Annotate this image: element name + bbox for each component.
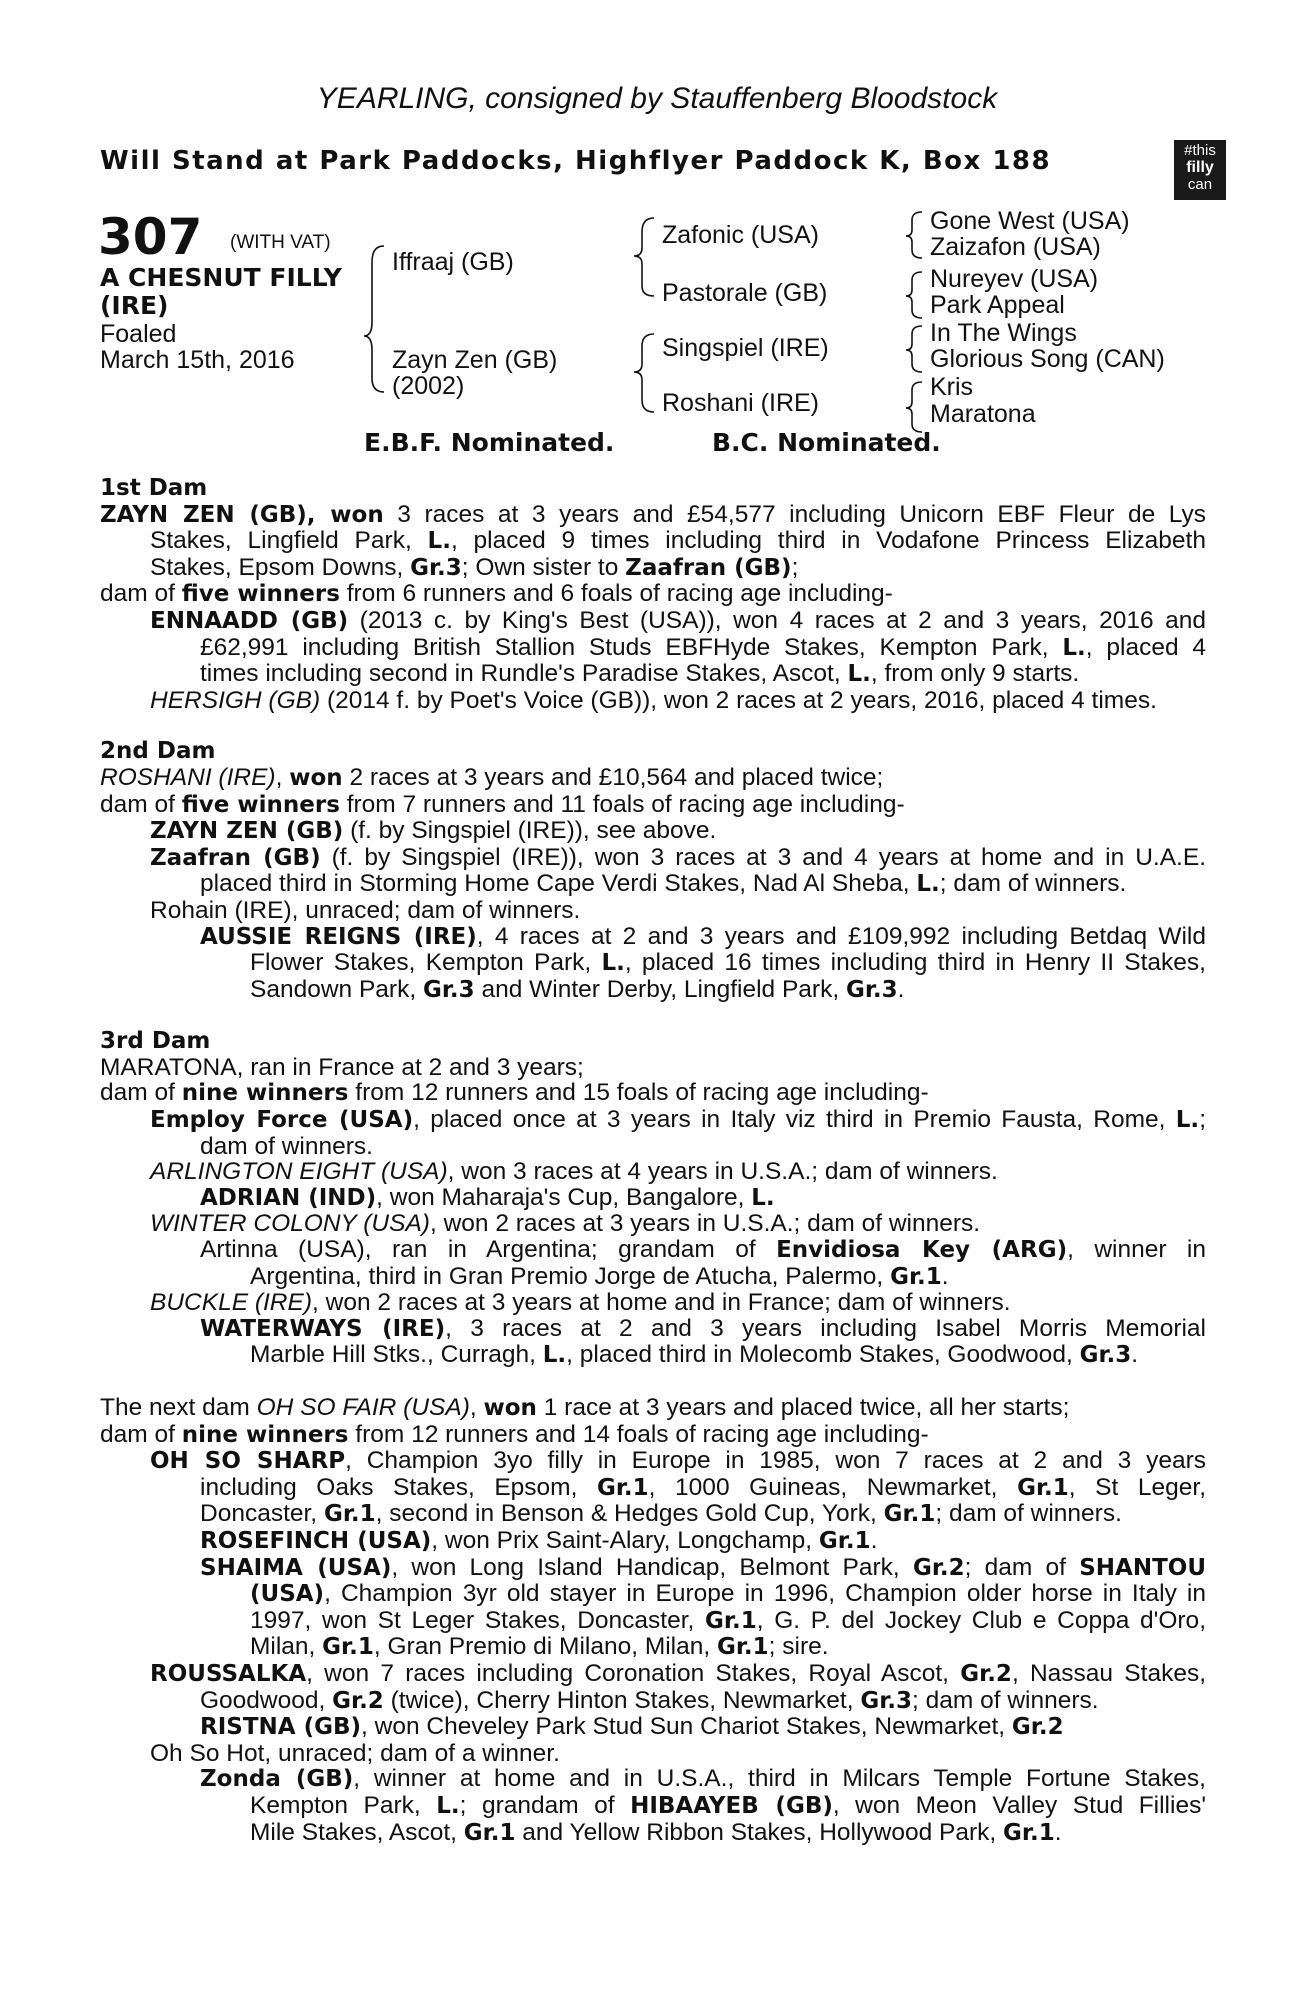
text-run: , won Cheveley Park Stud Sun Chariot Stakes, Newmarket, <box>361 1713 1012 1741</box>
text-run: . <box>941 1262 949 1290</box>
race-grade: Gr.1 <box>322 1634 374 1661</box>
text-run: , won 3 races at 4 years in U.S.A.; dam of winners. <box>447 1158 998 1186</box>
text-run: ; dam of winners. <box>939 870 1127 898</box>
race-grade: Gr.2 <box>332 1687 384 1714</box>
second-dam-section <box>100 739 1206 1003</box>
text-run: dam of winners. <box>200 1132 373 1160</box>
horse-name: (USA) <box>250 1581 325 1608</box>
text-run: Artinna (USA), ran in Argentina; grandam of <box>200 1236 777 1264</box>
text-line <box>100 1290 1206 1316</box>
text-line <box>100 1080 1206 1107</box>
ancestor-8: Maratona <box>930 400 1036 428</box>
foaled-date: March 15th, 2016 <box>100 346 295 374</box>
text-line <box>100 1448 1206 1475</box>
race-grade: Gr.1 <box>705 1607 757 1634</box>
text-run: , Nassau Stakes, <box>1011 1659 1207 1687</box>
horse-name: RISTNA (GB) <box>200 1714 362 1741</box>
dam-sire: Singspiel (IRE) <box>662 334 829 362</box>
text-run: from 7 runners and 11 foals of racing age including- <box>339 790 905 818</box>
text-line <box>100 581 1206 608</box>
text-run: (twice), Cherry Hinton Stakes, Newmarket, <box>383 1686 861 1714</box>
text-run: , placed 4 <box>1085 633 1206 661</box>
text-run: , 1000 Guineas, Newmarket, <box>648 1473 1018 1501</box>
text-line <box>100 950 1206 977</box>
text-line <box>100 1634 1206 1661</box>
text-run: Sandown Park, <box>250 975 423 1003</box>
text-run: , won 2 races at 3 years in U.S.A.; dam of winners. <box>429 1210 981 1238</box>
race-grade: L. <box>1175 1107 1200 1134</box>
text-run: ; grandam of <box>459 1791 631 1819</box>
sire-sire: Zafonic (USA) <box>662 221 819 249</box>
text-line <box>100 1395 1206 1422</box>
text-line <box>100 1766 1206 1793</box>
text-line <box>100 635 1206 662</box>
text-run: , <box>469 1394 484 1421</box>
bc-nominated: B.C. Nominated. <box>712 428 941 457</box>
text-run: Mile Stakes, Ascot, <box>250 1818 464 1846</box>
text-line <box>100 792 1206 819</box>
text-line <box>100 845 1206 872</box>
text-line <box>100 1555 1206 1582</box>
section-heading: 3rd Dam <box>100 1028 211 1055</box>
text-line <box>100 1055 1206 1081</box>
text-line <box>100 1661 1206 1688</box>
race-grade: Gr.3 <box>410 554 462 581</box>
winners-count: five winners <box>181 581 340 608</box>
text-run: , won 2 races at 3 years at home and in France; dam of winners. <box>312 1289 1011 1317</box>
text-line <box>100 1528 1206 1555</box>
text-run: , Gran Premio di Milano, Milan, <box>373 1633 717 1661</box>
race-grade: Gr.1 <box>323 1501 376 1528</box>
text-run: , second in Benson & Hedges Gold Cup, York, <box>375 1500 884 1528</box>
sire-name: Iffraaj (GB) <box>392 248 514 276</box>
text-run: ; dam of winners. <box>935 1500 1122 1528</box>
badge-line: filly <box>1186 159 1214 176</box>
text-run: ; dam of winners. <box>912 1686 1099 1714</box>
text-line <box>100 688 1206 714</box>
text-line <box>100 1159 1206 1185</box>
race-grade: L. <box>751 1184 775 1211</box>
horse-name: SHANTOU <box>1079 1554 1206 1581</box>
race-grade: Gr.3 <box>845 976 898 1003</box>
text-run: 3 races at 3 years and £54,577 including Unicorn EBF Fleur de Lys <box>383 500 1207 528</box>
text-run: , 4 races at 2 and 3 years and £109,992 including Betdaq Wild <box>476 922 1207 950</box>
stand-location: Will Stand at Park Paddocks, Highflyer Paddock K, Box 188 <box>100 146 1052 176</box>
sire-dam: Pastorale (GB) <box>662 279 828 307</box>
text-run: Milan, <box>250 1633 323 1661</box>
text-run: dam of <box>100 1079 182 1107</box>
text-line <box>100 1264 1206 1291</box>
text-line <box>100 1185 1206 1212</box>
race-grade: Gr.2 <box>912 1554 965 1581</box>
horse-name: ZAYN ZEN (GB) <box>150 818 344 845</box>
text-run: , won Prix Saint-Alary, Longchamp, <box>431 1526 819 1554</box>
catalogue-body <box>100 476 1206 1846</box>
text-run: dam of <box>100 580 182 608</box>
horse-name: SHAIMA (USA) <box>200 1554 392 1581</box>
text-run: Marble Hill Stks., Curragh, <box>250 1341 543 1369</box>
horse-name: HIBAAYEB (GB) <box>630 1792 833 1819</box>
text-run: . <box>897 975 905 1003</box>
text-run: ; sire. <box>768 1633 829 1661</box>
text-run: 1997, won St Leger Stakes, Doncaster, <box>250 1606 706 1634</box>
text-run: Oh So Hot, unraced; dam of a winner. <box>150 1739 560 1767</box>
text-run: from 12 runners and 15 foals of racing age including- <box>348 1079 929 1107</box>
text-run: , Champion 3yo filly in Europe in 1985, won 7 races at 2 and 3 years <box>345 1447 1206 1475</box>
text-run: Kempton Park, <box>250 1791 437 1819</box>
text-line <box>100 898 1206 924</box>
race-grade: Gr.1 <box>596 1474 649 1501</box>
text-run: including Oaks Stakes, Epsom, <box>200 1473 597 1501</box>
horse-name: ADRIAN (IND) <box>200 1184 377 1211</box>
race-grade: L. <box>427 528 451 555</box>
section-heading: 1st Dam <box>100 475 208 501</box>
text-run: Flower Stakes, Kempton Park, <box>250 949 602 977</box>
text-line <box>100 1793 1206 1820</box>
text-run: placed third in Storming Home Cape Verdi Stakes, Nad Al Sheba, <box>200 870 917 898</box>
horse-name: ROSHANI (IRE) <box>100 763 276 791</box>
next-dam-section <box>100 1395 1206 1846</box>
text-run: won <box>483 1395 537 1421</box>
race-grade: Gr.1 <box>883 1501 936 1528</box>
race-grade: Gr.1 <box>716 1634 769 1661</box>
text-run: 2 races at 3 years and £10,564 and placed twice; <box>342 763 884 791</box>
horse-name: ENNAADD (GB) <box>150 607 349 634</box>
text-line <box>100 661 1206 688</box>
ancestor-1: Gone West (USA) <box>930 207 1130 235</box>
text-run: dam of <box>100 790 182 818</box>
text-line <box>100 1237 1206 1264</box>
text-run: from 12 runners and 14 foals of racing age including- <box>348 1420 929 1448</box>
race-grade: L. <box>601 950 625 977</box>
text-run: won <box>289 764 343 791</box>
horse-name: AUSSIE REIGNS (IRE) <box>200 923 477 950</box>
text-line <box>100 1714 1206 1741</box>
text-line <box>100 1501 1206 1528</box>
text-line <box>100 1342 1206 1369</box>
horse-name: HERSIGH (GB) <box>150 686 321 714</box>
text-line <box>100 818 1206 845</box>
race-grade: Gr.1 <box>1003 1819 1055 1846</box>
horse-name: ROUSSALKA <box>150 1660 307 1687</box>
horse-name: ARLINGTON EIGHT (USA) <box>150 1158 448 1186</box>
text-run: , winner at home and in U.S.A., third in Milcars Temple Fortune Stakes, <box>353 1765 1206 1793</box>
ancestor-6: Glorious Song (CAN) <box>930 345 1165 373</box>
race-grade: Gr.3 <box>422 976 475 1003</box>
text-run: , won Meon Valley Stud Fillies' <box>832 1791 1206 1819</box>
text-line <box>100 1741 1206 1767</box>
text-run: , 3 races at 2 and 3 years including Isabel Morris Memorial <box>445 1314 1206 1342</box>
race-grade: Gr.1 <box>463 1819 516 1846</box>
badge-line: #this <box>1184 142 1216 159</box>
horse-name: Zaafran (GB) <box>150 844 321 871</box>
text-run: ; <box>791 553 799 581</box>
text-run: , placed 16 times including third in Henry II Stakes, <box>624 949 1206 977</box>
text-line <box>100 765 1206 792</box>
race-grade: Gr.2 <box>960 1660 1012 1687</box>
consignment-title: YEARLING, consigned by Stauffenberg Bloodstock <box>316 82 998 115</box>
section-heading: 2nd Dam <box>100 738 216 765</box>
dam-dam: Roshani (IRE) <box>662 389 819 417</box>
text-run: 1 race at 3 years and placed twice, all her starts; <box>536 1394 1070 1421</box>
text-line <box>100 1581 1206 1608</box>
text-line <box>100 1688 1206 1715</box>
text-run: Stakes, Epsom Downs, <box>150 553 411 581</box>
text-run: ; dam of <box>964 1553 1080 1581</box>
race-grade: Gr.1 <box>818 1527 871 1554</box>
text-line <box>100 1316 1206 1343</box>
race-grade: Gr.3 <box>1079 1342 1132 1369</box>
race-grade: L. <box>1062 634 1086 661</box>
text-line <box>100 528 1206 555</box>
text-line <box>100 1475 1206 1502</box>
text-run: , <box>275 763 290 791</box>
text-run: (2014 f. by Poet's Voice (GB)), won 2 races at 2 years, 2016, placed 4 times. <box>320 686 1157 714</box>
text-run: Goodwood, <box>200 1686 333 1714</box>
text-line <box>100 1107 1206 1134</box>
text-line <box>100 1820 1206 1847</box>
text-run: The next dam <box>100 1394 257 1421</box>
ancestor-5: In The Wings <box>930 319 1077 347</box>
ancestor-2: Zaizafon (USA) <box>930 233 1101 261</box>
text-run: , placed third in Molecomb Stakes, Goodwood, <box>566 1341 1080 1369</box>
text-run: , placed 9 times including third in Vodafone Princess Elizabeth <box>450 527 1206 555</box>
text-run: , from only 9 starts. <box>870 660 1080 688</box>
text-run: MARATONA, ran in France at 2 and 3 years; <box>100 1053 584 1081</box>
text-run: ; <box>1199 1106 1206 1134</box>
lot-number: 307 <box>98 208 203 266</box>
text-line <box>100 502 1206 529</box>
horse-name: BUCKLE (IRE) <box>150 1289 313 1317</box>
race-grade: L. <box>847 661 871 688</box>
vat-label: (WITH VAT) <box>230 232 331 253</box>
text-run: Doncaster, <box>200 1500 324 1528</box>
text-run: ; Own sister to <box>461 553 626 581</box>
text-run: (f. by Singspiel (IRE)), won 3 races at 3 and 4 years at home and in U.A.E. <box>320 843 1207 871</box>
text-run: £62,991 including British Stallion Studs EBFHyde Stakes, Kempton Park, <box>200 633 1063 661</box>
text-run: , St Leger, <box>1068 1473 1207 1501</box>
race-grade: L. <box>436 1792 460 1819</box>
horse-name: ZAYN ZEN (GB), won <box>100 501 384 528</box>
badge-line: can <box>1187 176 1213 193</box>
text-run: times including second in Rundle's Paradise Stakes, Ascot, <box>200 660 848 688</box>
horse-name: WINTER COLONY (USA) <box>150 1210 430 1238</box>
text-run: from 6 runners and 6 foals of racing age including- <box>339 580 893 608</box>
text-line <box>100 977 1206 1004</box>
foaled-label: Foaled <box>100 320 177 348</box>
text-line <box>100 1608 1206 1635</box>
ancestor-7: Kris <box>930 373 974 401</box>
text-line <box>100 924 1206 951</box>
horse-country: (IRE) <box>100 291 169 320</box>
winners-count: nine winners <box>181 1421 349 1448</box>
text-run: , Champion 3yr old stayer in Europe in 1996, Champion older horse in Italy in <box>324 1580 1206 1608</box>
third-dam-section <box>100 1029 1206 1369</box>
text-line <box>100 555 1206 582</box>
text-run: and Yellow Ribbon Stakes, Hollywood Park, <box>515 1818 1004 1846</box>
ancestor-3: Nureyev (USA) <box>930 265 1099 293</box>
text-line <box>100 1134 1206 1160</box>
text-run: (f. by Singspiel (IRE)), see above. <box>343 817 717 845</box>
first-dam-section <box>100 476 1206 713</box>
text-run: . <box>870 1526 878 1554</box>
horse-name: ROSEFINCH (USA) <box>200 1527 432 1554</box>
text-run: , won Maharaja's Cup, Bangalore, <box>376 1183 752 1211</box>
horse-name: Employ Force (USA) <box>150 1107 414 1134</box>
dam-name: Zayn Zen (GB) <box>392 346 558 374</box>
horse-name: Envidiosa Key (ARG) <box>776 1237 1068 1264</box>
text-line <box>100 1422 1206 1449</box>
race-grade: Gr.3 <box>860 1687 913 1714</box>
ancestor-4: Park Appeal <box>930 291 1065 319</box>
text-line <box>100 871 1206 898</box>
winners-count: five winners <box>181 791 340 818</box>
race-grade: Gr.1 <box>890 1263 942 1290</box>
horse-name: OH SO FAIR (USA) <box>256 1394 470 1421</box>
race-grade: Gr.1 <box>1017 1474 1069 1501</box>
text-run: . <box>1131 1341 1139 1369</box>
horse-name: OH SO SHARP <box>150 1448 346 1475</box>
text-line <box>100 608 1206 635</box>
horse-name: WATERWAYS (IRE) <box>200 1315 446 1342</box>
horse-name: Zonda (GB) <box>200 1766 354 1793</box>
race-grade: L. <box>916 871 940 898</box>
text-line <box>100 1211 1206 1237</box>
horse-name: A CHESNUT FILLY <box>100 263 342 292</box>
dam-year: (2002) <box>392 372 465 400</box>
horse-name: Zaafran (GB) <box>625 554 792 581</box>
text-run: , won 7 races including Coronation Stakes, Royal Ascot, <box>306 1659 961 1687</box>
text-run: Rohain (IRE), unraced; dam of winners. <box>150 896 581 924</box>
race-grade: Gr.2 <box>1011 1714 1064 1741</box>
text-run: dam of <box>100 1420 182 1448</box>
text-run: Stakes, Lingfield Park, <box>150 527 428 555</box>
text-run: , G. P. del Jockey Club e Coppa d'Oro, <box>756 1606 1206 1634</box>
race-grade: L. <box>542 1342 567 1369</box>
text-run: , placed once at 3 years in Italy viz third in Premio Fausta, Rome, <box>413 1106 1176 1134</box>
text-run: Argentina, third in Gran Premio Jorge de Atucha, Palermo, <box>250 1262 891 1290</box>
text-run: and Winter Derby, Lingfield Park, <box>474 975 846 1003</box>
ebf-nominated: E.B.F. Nominated. <box>364 428 615 457</box>
text-run: , won Long Island Handicap, Belmont Park, <box>391 1553 913 1581</box>
text-run: (2013 c. by King's Best (USA)), won 4 races at 2 and 3 years, 2016 and <box>348 606 1206 634</box>
winners-count: nine winners <box>181 1080 349 1107</box>
text-run: . <box>1054 1818 1062 1846</box>
text-run: , winner in <box>1067 1236 1206 1264</box>
